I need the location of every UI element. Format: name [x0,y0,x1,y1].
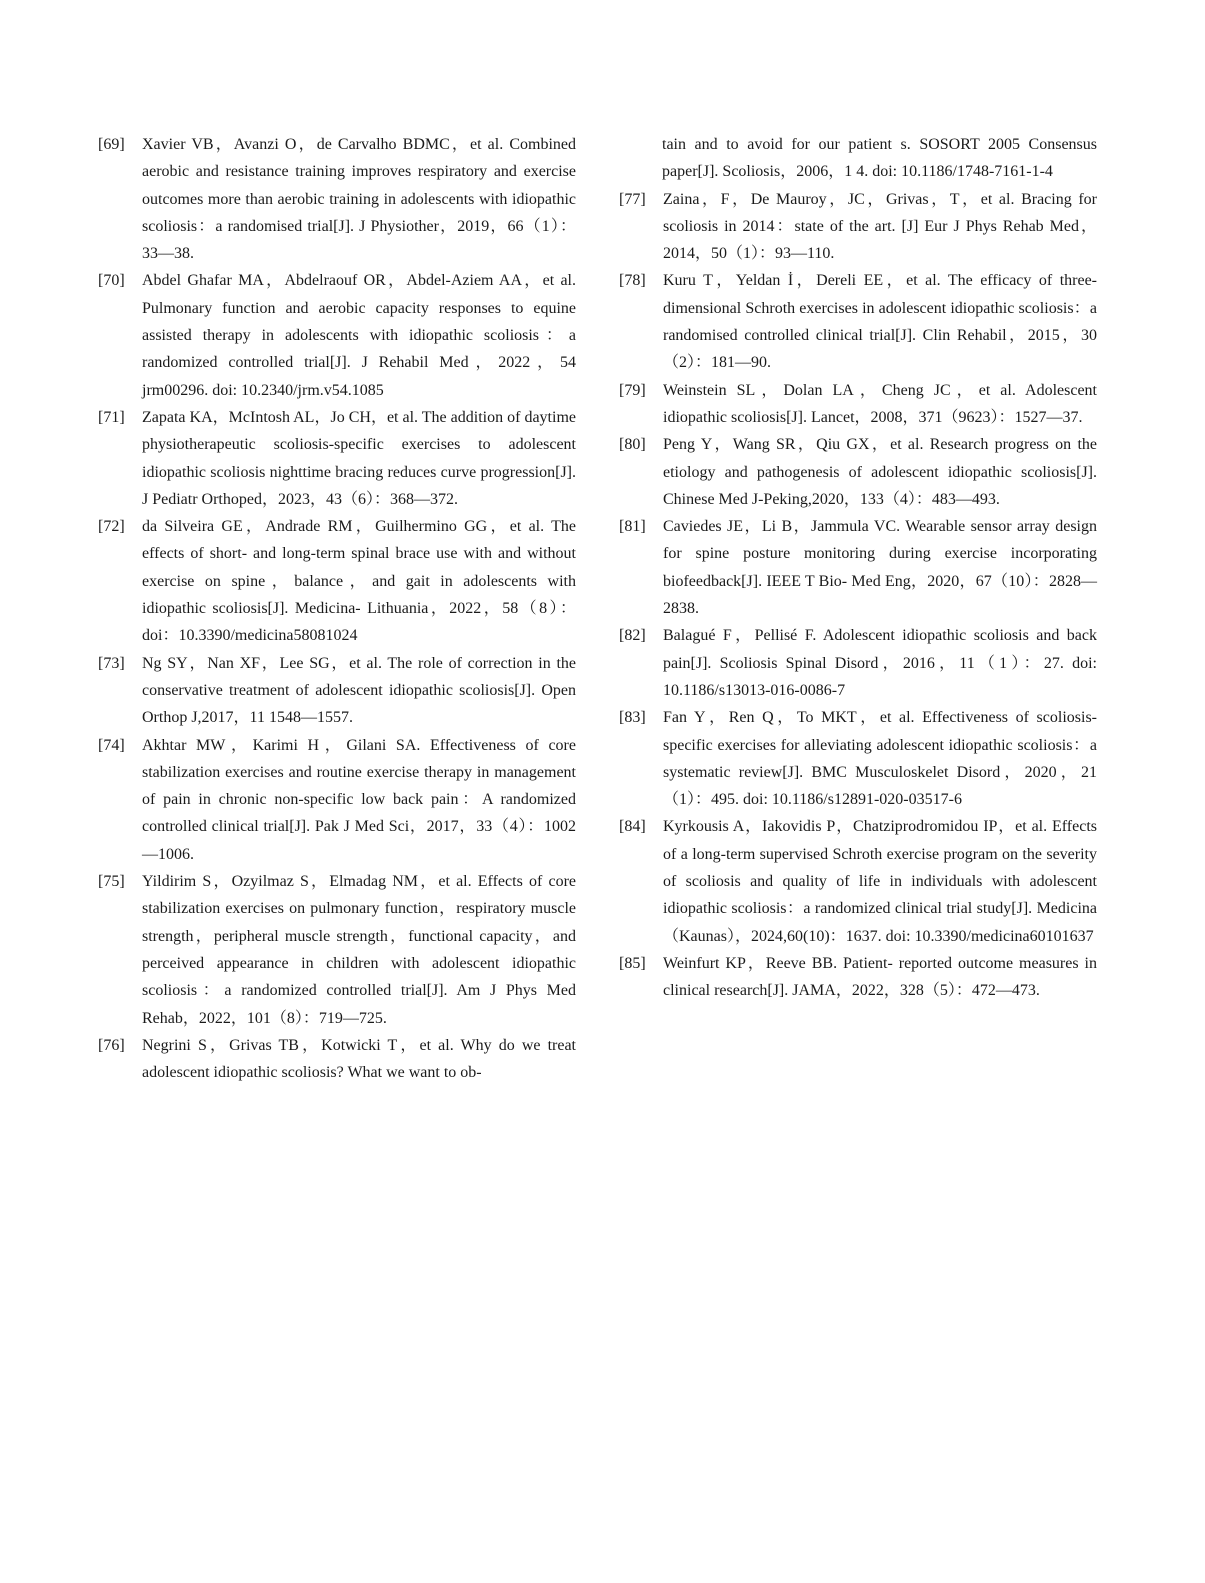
reference-75 [98,868,576,1032]
left-column [98,131,576,1086]
reference-82 [619,622,1097,704]
reference-number: [83] [619,709,646,727]
reference-text: Peng Y，Wang SR，Qiu GX，et al. Research progress on the etiology and pathogenesis of adolescent idiopathic scoliosis[J]. Chinese Med J-Peking,2020，133（4）：483—493. [663,436,1097,508]
reference-number: [78] [619,272,646,290]
reference-number: [85] [619,954,646,972]
reference-text: Akhtar MW，Karimi H，Gilani SA. Effectiveness of core stabilization exercises and routine exercise therapy in management of pain in chronic non-specific low back pain：A randomized controlled clinical trial[J]. Pak J Med Sci，2017，33（4）：1002—1006. [142,736,576,863]
reference-text: Balagué F，Pellisé F. Adolescent idiopathic scoliosis and back pain[J]. Scoliosis Spinal Disord，2016，11（1）：27. doi: 10.1186/s13013-016-0086-7 [663,627,1097,699]
reference-text: Abdel Ghafar MA，Abdelraouf OR，Abdel-Aziem AA，et al. Pulmonary function and aerobic capacity responses to equine assisted therapy in adolescents with idiopathic scoliosis：a randomized controlled trial[J]. J Rehabil Med，2022，54 jrm00296. doi: 10.2340/jrm.v54.1085 [142,272,576,399]
reference-77 [619,186,1097,268]
reference-text: Negrini S，Grivas TB，Kotwicki T，et al. Why do we treat adolescent idiopathic scoliosis? What we want to ob- [142,1036,576,1082]
reference-number: [84] [619,818,646,836]
reference-79 [619,377,1097,432]
reference-text: Weinstein SL，Dolan LA，Cheng JC，et al. Adolescent idiopathic scoliosis[J]. Lancet，2008，371（9623）：1527—37. [663,381,1097,426]
reference-text: Yildirim S，Ozyilmaz S，Elmadag NM，et al. Effects of core stabilization exercises on pulmonary function，respiratory muscle strength，peripheral muscle strength，functional capacity，and perceived appearance in children with adolescent idiopathic scoliosis：a randomized controlled trial[J]. Am J Phys Med Rehab，2022，101（8）：719—725. [142,873,576,1027]
reference-number: [82] [619,627,646,645]
reference-number: [75] [98,873,125,891]
reference-number: [69] [98,136,125,153]
reference-78 [619,267,1097,376]
reference-text: Zapata KA，McIntosh AL，Jo CH，et al. The addition of daytime physiotherapeutic scoliosis-specific exercises to adolescent idiopathic scoliosis nighttime bracing reduces curve progression[J]. J Pediatr Orthoped，2023，43（6）：368—372. [142,408,576,508]
reference-text: Fan Y，Ren Q，To MKT，et al. Effectiveness of scoliosis-specific exercises for alleviating adolescent idiopathic scoliosis：a systematic review[J]. BMC Musculoskelet Disord，2020，21（1）：495. doi: 10.1186/s12891-020-03517-6 [663,709,1097,809]
reference-69 [98,131,576,267]
reference-number: [70] [98,272,125,290]
reference-81 [619,513,1097,622]
reference-76 [98,1032,576,1087]
reference-text: Caviedes JE，Li B，Jammula VC. Wearable sensor array design for spine posture monitoring during exercise incorporating biofeedback[J]. IEEE T Bio- Med Eng，2020，67（10）：2828—2838. [663,518,1097,618]
reference-text: Kuru T，Yeldan İ，Dereli EE，et al. The efficacy of three-dimensional Schroth exercises in adolescent idiopathic scoliosis：a randomised controlled clinical trial[J]. Clin Rehabil，2015，30（2）：181—90. [663,272,1097,372]
reference-73 [98,650,576,732]
reference-76-continuation: tain and to avoid for our patient s. SOSORT 2005 Consensus paper[J]. Scoliosis，2006，1 4. doi: 10.1186/1748-7161-1-4 [662,136,1097,181]
reference-text: Zaina，F，De Mauroy，JC，Grivas，T，et al. Bracing for scoliosis in 2014：state of the art. [J] Eur J Phys Rehab Med，2014，50（1）：93—110. [663,190,1097,263]
reference-number: [74] [98,736,125,754]
reference-text: Xavier VB，Avanzi O，de Carvalho BDMC，et al. Combined aerobic and resistance training improves respiratory and exercise outcomes more than aerobic training in adolescents with idiopathic scoliosis：a randomised trial[J]. J Physiother，2019，66（1）：33—38. [142,136,576,263]
reference-number: [80] [619,436,646,454]
reference-74 [98,732,576,868]
reference-number: [72] [98,518,125,536]
reference-text: da Silveira GE，Andrade RM，Guilhermino GG，et al. The effects of short- and long-term spinal brace use with and without exercise on spine，balance，and gait in adolescents with idiopathic scoliosis[J]. Medicina- Lithuania，2022，58（8）：doi：10.3390/medicina58081024 [142,518,576,645]
reference-72 [98,513,576,649]
reference-text: Weinfurt KP，Reeve BB. Patient- reported outcome measures in clinical research[J]. JAMA，2022，328（5）：472—473. [663,954,1097,1000]
reference-84 [619,813,1097,949]
right-column [619,131,1097,1005]
reference-number: [76] [98,1036,125,1054]
reference-85 [619,950,1097,1005]
reference-71 [98,404,576,513]
reference-number: [77] [619,190,646,208]
reference-number: [81] [619,518,646,536]
reference-text: Kyrkousis A，Iakovidis P，Chatziprodromidou IP，et al. Effects of a long-term supervised Schroth exercise program on the severity of scoliosis and quality of life in individuals with adolescent idiopathic scoliosis：a randomized clinical trial study[J]. Medicina（Kaunas），2024,60(10)：1637. doi: 10.3390/medicina60101637 [663,818,1097,945]
reference-number: [71] [98,408,125,426]
reference-83 [619,704,1097,813]
reference-text: Ng SY，Nan XF，Lee SG，et al. The role of correction in the conservative treatment of adolescent idiopathic scoliosis[J]. Open Orthop J,2017，11 1548—1557. [142,654,576,727]
reference-70 [98,267,576,403]
reference-80 [619,431,1097,513]
reference-number: [73] [98,654,125,672]
reference-number: [79] [619,381,646,399]
